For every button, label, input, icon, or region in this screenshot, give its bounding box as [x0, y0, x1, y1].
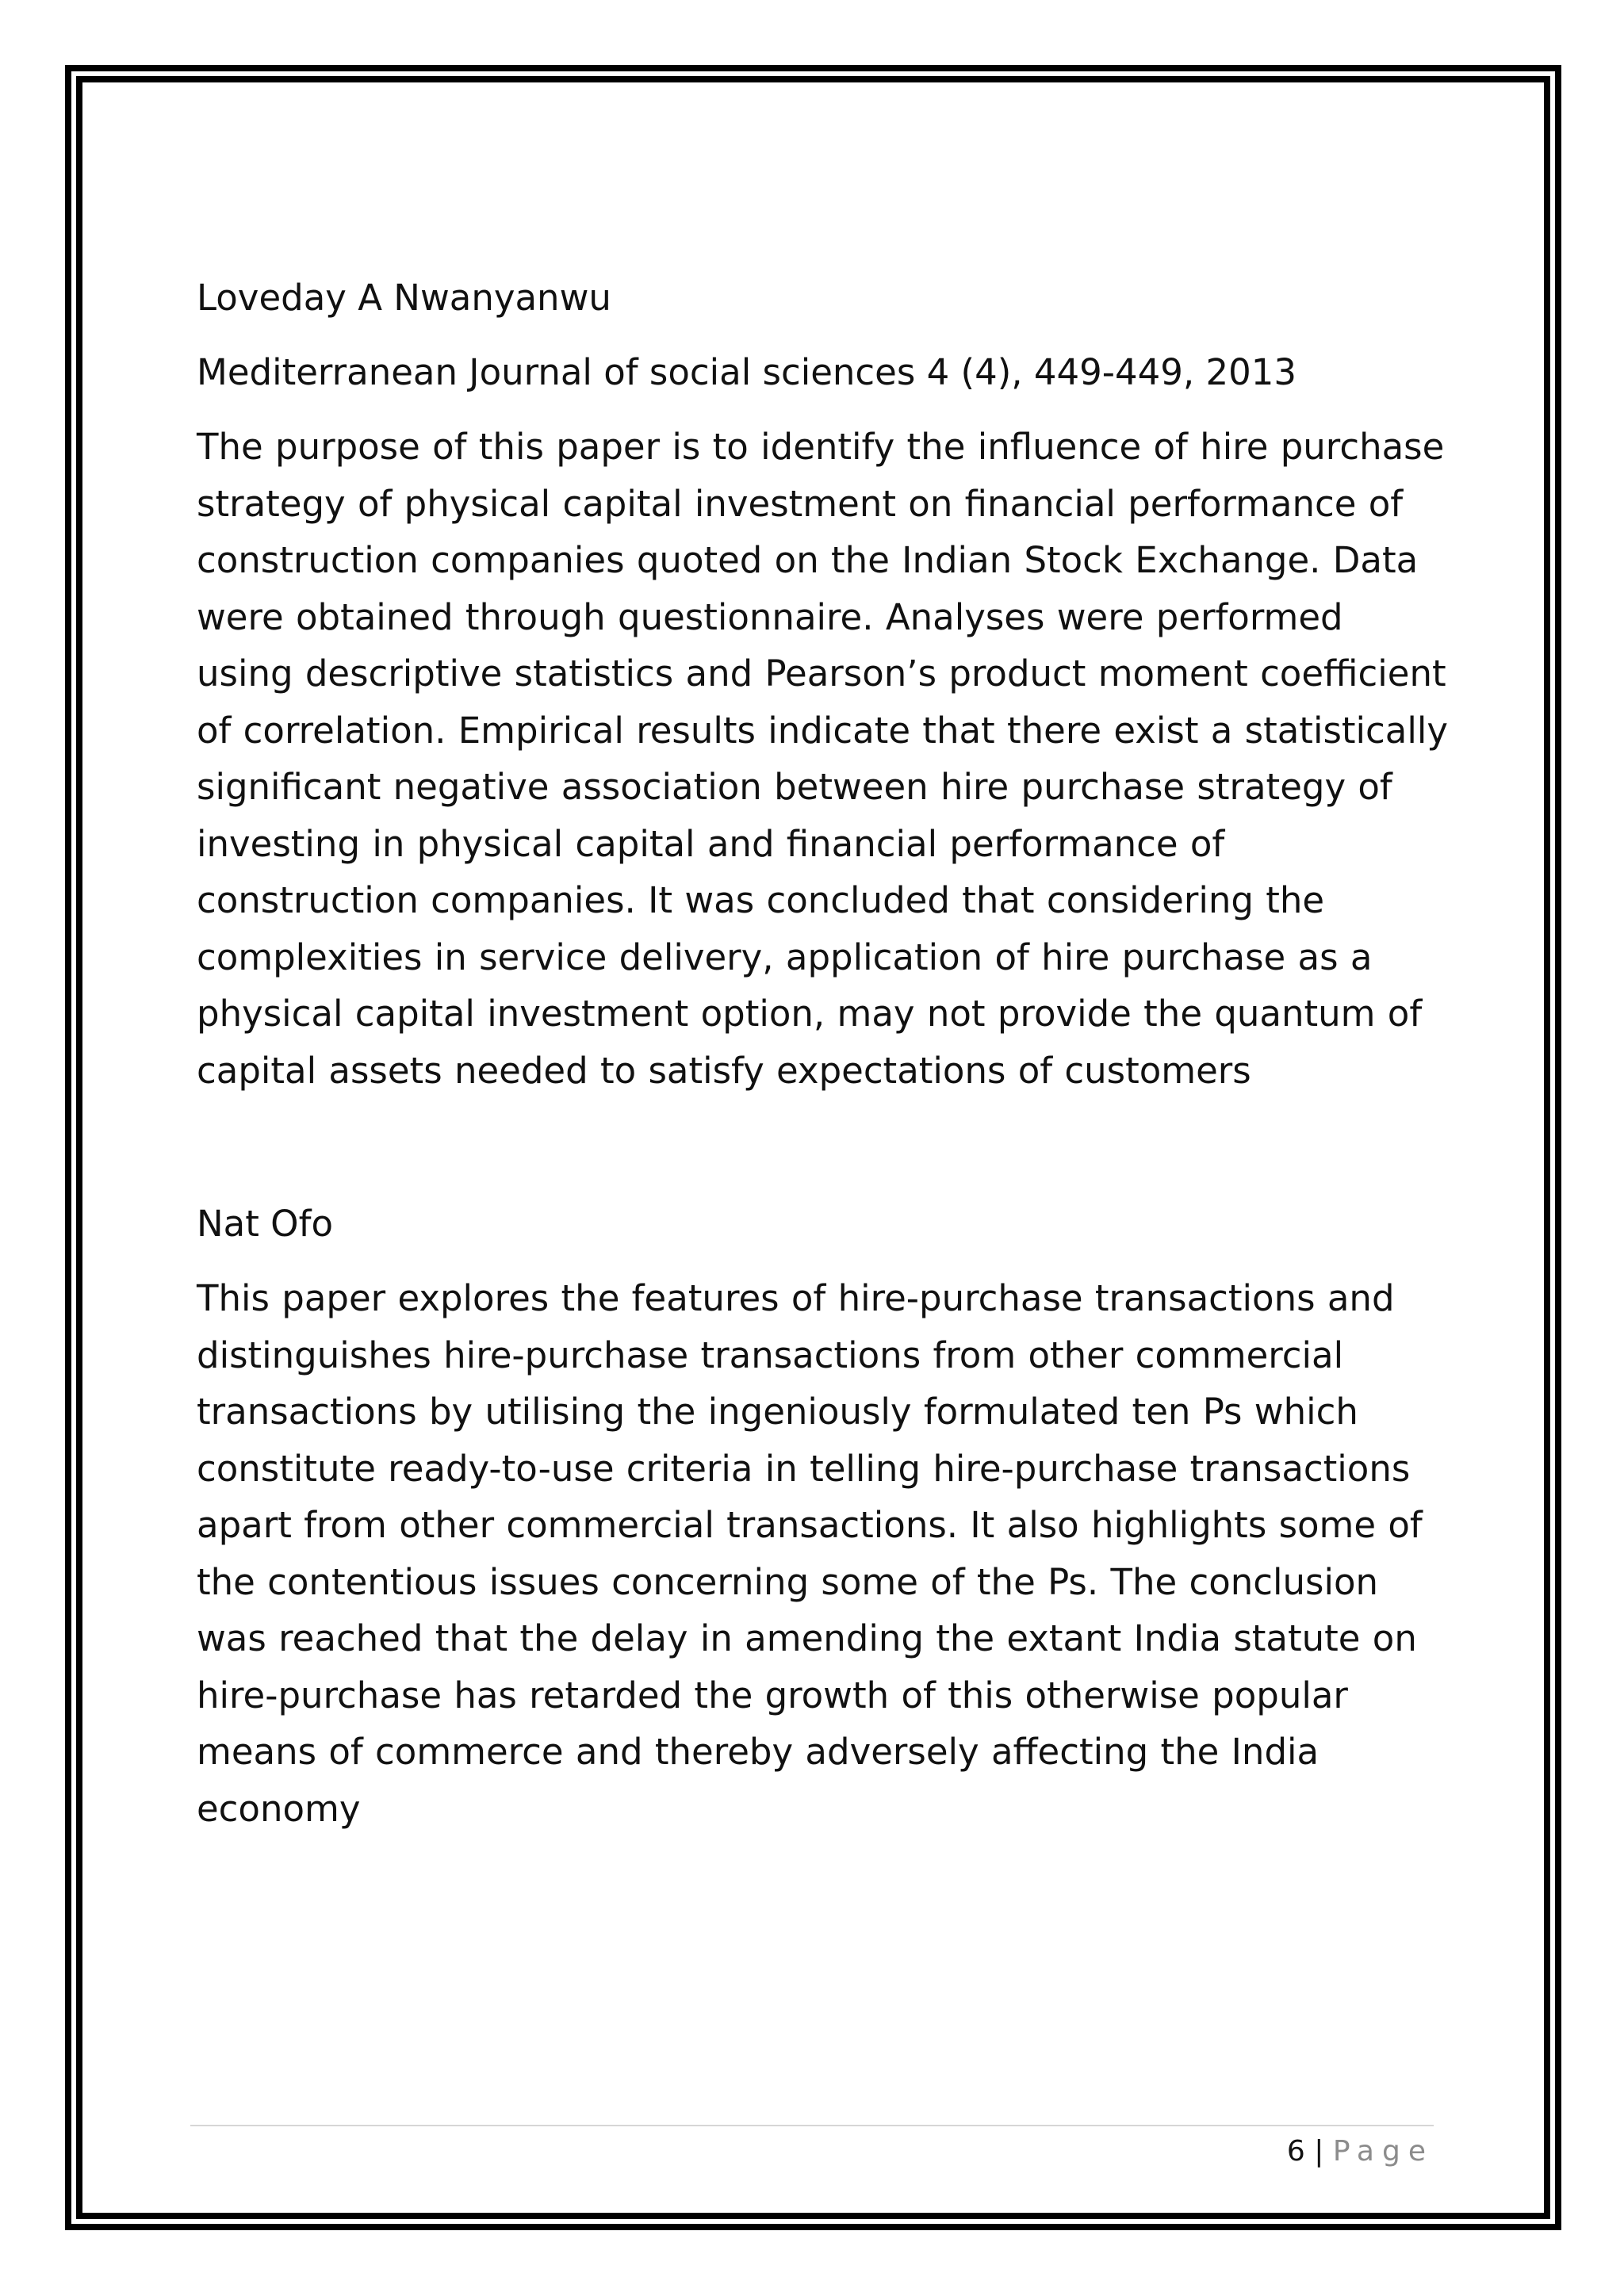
document-body — [197, 270, 1449, 1837]
abstract-line: apart from other commercial transactions. It also highlights some of — [197, 1504, 1423, 1546]
page-separator: | — [1314, 2135, 1324, 2168]
abstract-line: was reached that the delay in amending the extant India statute on — [197, 1617, 1417, 1659]
abstract-line: The purpose of this paper is to identify the influence of hire purchase — [197, 426, 1445, 468]
author-name: Loveday A Nwanyanwu — [197, 277, 611, 319]
entry-nwanyanwu — [197, 270, 1449, 1099]
abstract-line: capital assets needed to satisfy expectations of customers — [197, 1049, 1251, 1092]
page-label: Page — [1332, 2135, 1434, 2168]
abstract-line: complexities in service delivery, application of hire purchase as a — [197, 936, 1373, 978]
footer-divider — [190, 2125, 1434, 2126]
abstract-line: strategy of physical capital investment on financial performance of — [197, 482, 1404, 525]
abstract-line: construction companies. It was concluded that considering the — [197, 879, 1325, 921]
section-gap — [197, 1099, 1434, 1196]
author-name: Nat Ofo — [197, 1203, 333, 1245]
abstract-line: transactions by utilising the ingeniously formulated ten Ps which — [197, 1391, 1358, 1433]
abstract-line: hire-purchase has retarded the growth of this otherwise popular — [197, 1674, 1348, 1716]
journal-citation: Mediterranean Journal of social sciences 4 (4), 449-449, 2013 — [197, 351, 1297, 393]
abstract-line: using descriptive statistics and Pearson’s product moment coefficient — [197, 652, 1446, 695]
abstract-line: of correlation. Empirical results indicate that there exist a statistically — [197, 709, 1449, 752]
entry-ofo — [197, 1196, 1434, 1837]
abstract-line: means of commerce and thereby adversely affecting the India — [197, 1731, 1320, 1773]
abstract-line: physical capital investment option, may not provide the quantum of — [197, 993, 1423, 1035]
abstract-line: the contentious issues concerning some of the Ps. The conclusion — [197, 1560, 1379, 1603]
abstract-line: significant negative association between hire purchase strategy of — [197, 766, 1392, 808]
page-footer — [1287, 2134, 1434, 2169]
abstract-line: distinguishes hire-purchase transactions from other commercial — [197, 1334, 1344, 1376]
abstract-paragraph — [197, 419, 1449, 1099]
abstract-line: constitute ready-to-use criteria in telling hire-purchase transactions — [197, 1447, 1411, 1490]
abstract-line: investing in physical capital and financial performance of — [197, 822, 1225, 865]
page-number: 6 — [1286, 2135, 1305, 2168]
abstract-line: were obtained through questionnaire. Analyses were performed — [197, 595, 1343, 638]
abstract-line: construction companies quoted on the Indian Stock Exchange. Data — [197, 539, 1419, 581]
abstract-line: This paper explores the features of hire-purchase transactions and — [197, 1277, 1395, 1319]
abstract-paragraph — [197, 1270, 1434, 1837]
abstract-line: economy — [197, 1787, 361, 1830]
